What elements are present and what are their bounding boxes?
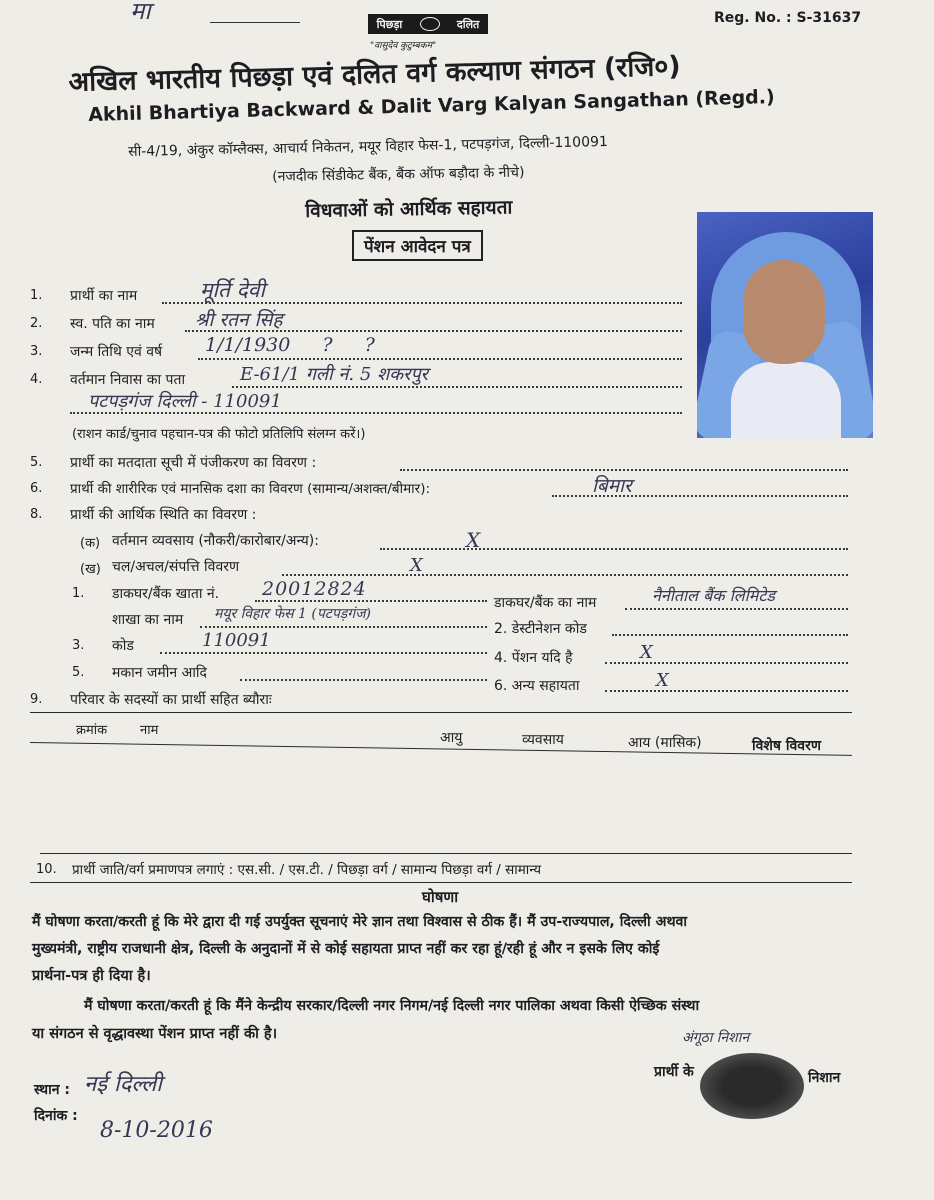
declaration-paragraph-1-line-3: प्रार्थना-पत्र ही दिया है। [32,968,151,984]
family-col-serial: क्रमांक [76,723,108,738]
field-8b-line [282,574,848,576]
field-8-1-line [255,600,487,602]
field-8b-value[interactable]: X [410,555,423,576]
place-label: स्थान : [34,1082,70,1098]
organization-title-hindi: अखिल भारतीय पिछड़ा एवं दलित वर्ग कल्याण संगठन (रजि०) [68,50,682,98]
field-1-label: प्रार्थी का नाम [70,288,138,304]
pension-label: 4. पेंशन यदि है [494,650,573,666]
field-5-line [400,469,848,471]
other-help-line [605,690,848,692]
family-col-age: आयु [440,730,463,746]
field-3-value[interactable]: 1/1/1930 ? ? [205,334,375,356]
code-value[interactable]: 110091 [202,630,271,651]
declaration-title: घोषणा [422,888,459,906]
field-3-number: 3. [30,344,43,359]
field-2-label: स्व. पति का नाम [70,316,155,332]
code-label: कोड [112,638,134,654]
field-8-number: 8. [30,507,43,522]
field-8b-number: (ख) [80,562,101,577]
pension-value[interactable]: X [640,642,653,663]
family-col-remarks: विशेष विवरण [752,738,821,754]
field-4-value[interactable]: E-61/1 गली नं. 5 शकरपुर [240,364,429,385]
property-line [240,679,487,681]
destination-code-label: 2. डेस्टीनेशन कोड [494,621,587,637]
field-10-number: 10. [36,862,57,877]
field-1-number: 1. [30,288,43,303]
field-8-1-number: 1. [72,586,85,601]
field-8a-number: (क) [80,536,101,551]
field-8-1-label: डाकघर/बैंक खाता नं. [112,586,220,602]
declaration-paragraph-1-line-1: मैं घोषणा करता/करती हूं कि मेरे द्वारा दी गई उपर्युक्त सूचनाएं मेरे ज्ञान तथा विश्वास से ठीक हैं। मैं उप-राज्यपाल, दिल्ली अथवा [32,914,688,930]
registration-number: Reg. No. : S-31637 [714,10,862,26]
corner-handwriting: मा [130,0,151,25]
place-value[interactable]: नई दिल्ली [84,1072,162,1097]
code-line [160,652,487,654]
field-4-number: 4. [30,372,43,387]
field-4-label: वर्तमान निवास का पता [70,372,186,388]
field-8-3-number: 3. [72,638,85,653]
field-4-note: (राशन कार्ड/चुनाव पहचान-पत्र की फोटो प्रतिलिपि संलग्न करें।) [72,427,366,442]
field-3-line [198,358,682,360]
thumb-impression-mark [700,1053,804,1119]
field-8a-line [380,548,848,550]
field-8-5-number: 5. [72,665,85,680]
branch-name-value[interactable]: मयूर विहार फेस 1 (पटपड़गंज) [214,606,372,622]
bank-name-line [625,608,848,610]
field-8b-label: चल/अचल/संपत्ति विवरण [112,559,240,575]
address-line-2: (नजदीक सिंडीकेट बैंक, बैंक ऑफ बड़ौदा के नीचे) [272,164,525,185]
field-6-value[interactable]: बिमार [592,475,632,497]
field-2-number: 2. [30,316,43,331]
form-subheading: पेंशन आवेदन पत्र [352,230,483,261]
bank-name-value[interactable]: नैनीताल बैंक लिमिटेड [652,586,775,605]
organization-title-english: Akhil Bhartiya Backward & Dalit Varg Kalyan Sangathan (Regd.) [88,86,775,126]
field-5-number: 5. [30,455,43,470]
field-8-label: प्रार्थी की आर्थिक स्थिति का विवरण : [70,507,257,523]
family-col-income: आय (मासिक) [628,735,702,751]
field-8-1-value[interactable]: 20012824 [262,578,367,600]
field-6-label: प्रार्थी की शारीरिक एवं मानसिक दशा का विवरण (सामान्य/अशक्त/बीमार): [70,481,431,497]
field-9-number: 9. [30,692,43,707]
logo-tagline: "वासुदेव कुटुम्बकम" [370,41,437,51]
family-col-name: नाम [140,723,159,738]
property-label: मकान जमीन आदि [112,665,207,681]
field-1-value[interactable]: मूर्ति देवी [200,278,265,302]
field-10-bottom-rule [30,882,852,883]
branch-name-label: शाखा का नाम [112,612,184,628]
field-4-value-2[interactable]: पटपड़गंज दिल्ली - 110091 [88,391,282,412]
thumb-impression-note: अंगूठा निशान [682,1030,750,1046]
field-2-value[interactable]: श्री रतन सिंह [195,309,283,331]
declaration-paragraph-1-line-2: मुख्यमंत्री, राष्ट्रीय राजधानी क्षेत्र, दिल्ली के अनुदानों में से कोई सहायता प्राप्त नहीं कर रहा हूं/रही हूं और न इसके लिए कोई [32,941,660,957]
organization-logo [368,14,488,34]
address-line-1: सी-4/19, अंकुर कॉम्लैक्स, आचार्य निकेतन, मयूर विहार फेस-1, पटपड़गंज, दिल्ली-110091 [128,133,609,160]
other-help-label: 6. अन्य सहायता [494,678,580,694]
photo-clothing-shape [731,362,841,438]
field-10-label: प्रार्थी जाति/वर्ग प्रमाणपत्र लगाएं : एस.सी. / एस.टी. / पिछड़ा वर्ग / सामान्य पिछड़ा वर्ग / सामान्य [72,862,542,878]
form-heading: विधवाओं को आर्थिक सहायता [305,196,513,222]
photo-face-shape [743,260,825,364]
declaration-paragraph-2-line-1: मैं घोषणा करता/करती हूं कि मैंने केन्द्रीय सरकार/दिल्ली नगर निगम/नई दिल्ली नगर पालिका अथवा किसी ऐच्छिक संस्था [84,998,700,1014]
field-8a-value[interactable]: X [466,528,481,552]
date-label: दिनांक : [34,1108,78,1124]
family-col-occupation: व्यवसाय [522,732,564,748]
field-4-line [232,386,682,388]
field-3-label: जन्म तिथि एवं वर्ष [70,344,163,360]
destination-code-line [612,634,848,636]
signature-label-a: प्रार्थी के [654,1064,694,1080]
branch-name-line [200,626,487,628]
field-8a-label: वर्तमान व्यवसाय (नौकरी/कारोबार/अन्य): [112,533,319,549]
applicant-photo [697,212,873,438]
field-6-number: 6. [30,481,43,496]
bank-name-label: डाकघर/बैंक का नाम [494,595,597,611]
declaration-paragraph-2-line-2: या संगठन से वृद्धावस्था पेंशन प्राप्त नहीं की है। [32,1026,278,1042]
date-value[interactable]: 8-10-2016 [100,1118,213,1143]
handshake-icon [420,17,440,31]
field-5-label: प्रार्थी का मतदाता सूची में पंजीकरण का विवरण : [70,455,317,471]
signature-label-b: निशान [808,1070,841,1086]
logo-left-text: पिछड़ा [376,17,403,31]
other-help-value[interactable]: X [656,670,669,691]
field-10-top-rule [40,853,852,854]
family-table-top-rule [30,712,852,713]
field-9-label: परिवार के सदस्यों का प्रार्थी सहित ब्यौराः [70,692,272,708]
logo-right-text: दलित [456,17,480,31]
top-pen-line [210,22,300,23]
